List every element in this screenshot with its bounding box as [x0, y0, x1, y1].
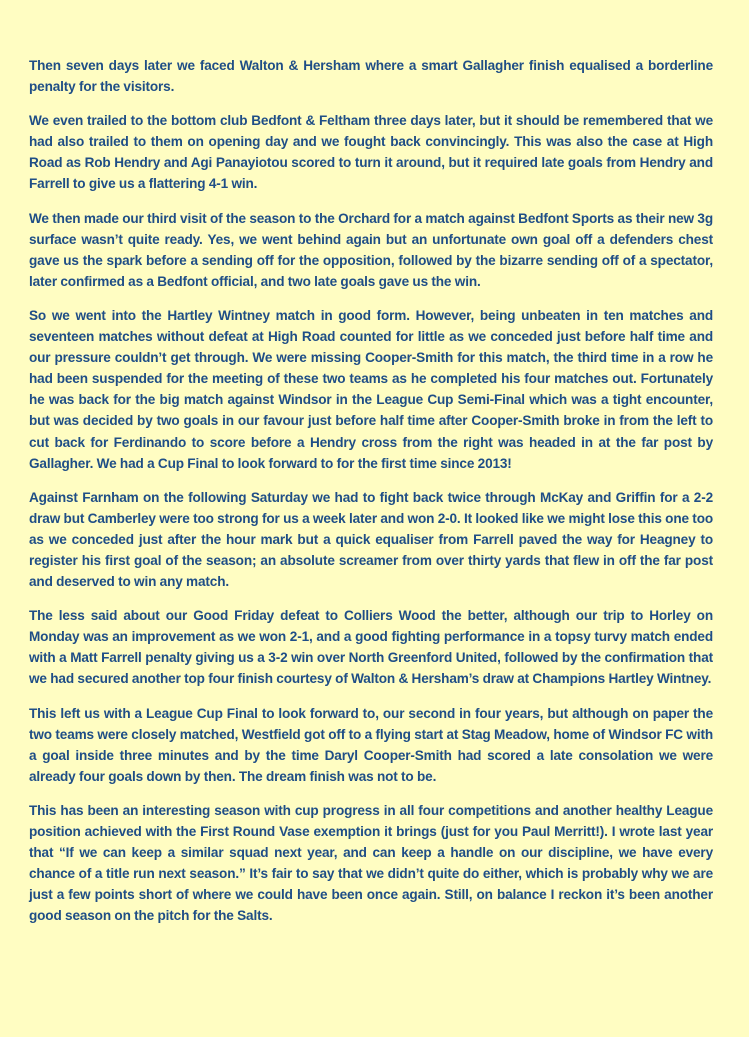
paragraph-3: We then made our third visit of the season to the Orchard for a match against Bedfont Sports as their new 3g surface wasn’t quite ready. Yes, we went behind again but an unfortunate own goal off a defenders chest gave us the spark before a sending off for the opposition, followed by the bizarre sending off of a spectator, later confirmed as a Bedfont official, and two late goals gave us the win. [29, 210, 713, 289]
paragraph-6: The less said about our Good Friday defeat to Colliers Wood the better, although our trip to Horley on Monday was an improvement as we won 2-1, and a good fighting performance in a topsy turvy match ended with a Matt Farrell penalty giving us a 3-2 win over North Greenford United, followed by the confirmation that we had secured another top four finish courtesy of Walton & Hersham’s draw at Champions Hartley Wintney. [29, 608, 713, 687]
paragraph-7: This left us with a League Cup Final to look forward to, our second in four years, but although on paper the two teams were closely matched, Westfield got off to a flying start at Stag Meadow, home of Windsor FC with a goal inside three minutes and by the time Daryl Cooper-Smith had scored a late consolation we were already four goals down by then. The dream finish was not to be. [29, 705, 713, 784]
paragraph-1: Then seven days later we faced Walton & Hersham where a smart Gallagher finish equalised a borderline penalty for the visitors. [29, 58, 713, 95]
paragraph-5: Against Farnham on the following Saturday we had to fight back twice through McKay and Griffin for a 2-2 draw but Camberley were too strong for us a week later and won 2-0. It looked like we might lose this one too as we conceded just after the hour mark but a quick equaliser from Farrell paved the way for Heagney to register his first goal of the season; an absolute screamer from over thirty yards that flew in off the far post and deserved to win any match. [29, 489, 713, 590]
paragraph-4: So we went into the Hartley Wintney match in good form. However, being unbeaten in ten matches and seventeen matches without defeat at High Road counted for little as we conceded just before half time and our pressure couldn’t get through. We were missing Cooper-Smith for this match, the third time in a row he had been suspended for the meeting of these two teams as he completed his four matches out. Fortunately he was back for the big match against Windsor in the League Cup Semi-Final which was a tight encounter, but was decided by two goals in our favour just before half time after Cooper-Smith broke in from the left to cut back for Ferdinando to score before a Hendry cross from the right was headed in at the far post by Gallagher. We had a Cup Final to look forward to for the first time since 2013! [29, 307, 713, 471]
document-body [29, 55, 713, 939]
paragraph-8: This has been an interesting season with cup progress in all four competitions and another healthy League position achieved with the First Round Vase exemption it brings (just for you Paul Merritt!). I wrote last year that “If we can keep a similar squad next year, and can keep a handle on our discipline, we have every chance of a title run next season.” It’s fair to say that we didn’t quite do either, which is probably why we are just a few points short of where we could have been once again. Still, on balance I reckon it’s been another good season on the pitch for the Salts. [29, 802, 713, 924]
paragraph-2: We even trailed to the bottom club Bedfont & Feltham three days later, but it should be remembered that we had also trailed to them on opening day and we fought back convincingly. This was also the case at High Road as Rob Hendry and Agi Panayiotou scored to turn it around, but it required late goals from Hendry and Farrell to give us a flattering 4-1 win. [29, 113, 713, 192]
